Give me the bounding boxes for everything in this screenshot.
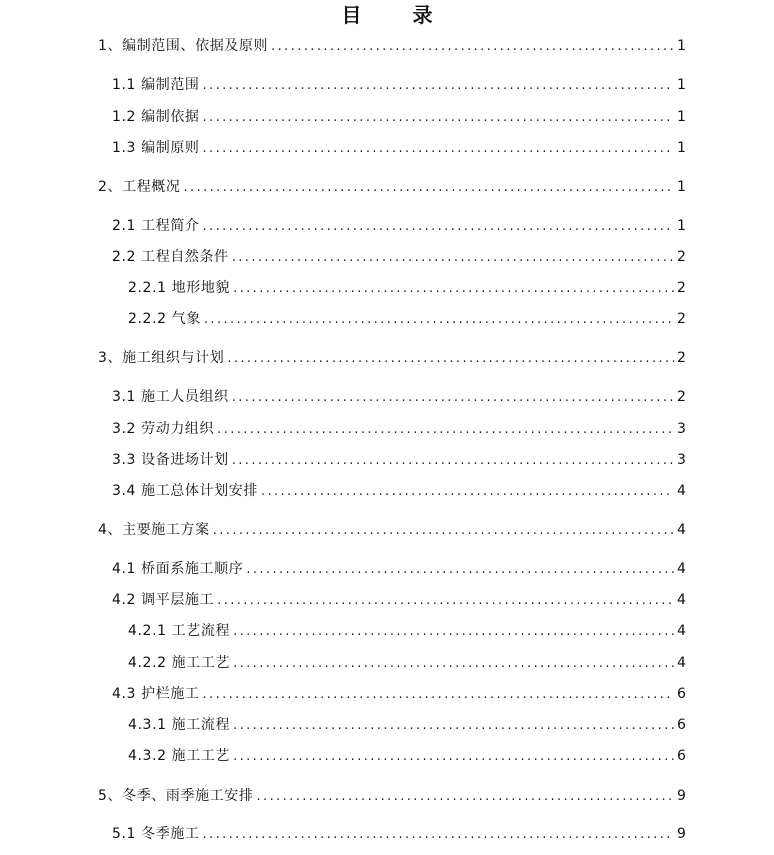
- dot-leader: [203, 218, 674, 236]
- toc-entry-label: 1、编制范围、依据及原则: [98, 38, 269, 54]
- toc-entry-page-number: 2: [677, 249, 686, 265]
- toc-entry-label: 4.3.2 施工工艺: [128, 748, 231, 764]
- dot-leader: [203, 826, 674, 844]
- toc-entry-label: 5.1 冬季施工: [112, 826, 200, 842]
- toc-entry[interactable]: [112, 559, 685, 579]
- toc-entry-page-number: 3: [677, 421, 686, 437]
- toc-entry-page-number: 2: [677, 350, 686, 366]
- toc-entry[interactable]: [112, 138, 685, 158]
- dot-leader: [261, 483, 674, 501]
- toc-entry[interactable]: [112, 590, 685, 610]
- dot-leader: [213, 522, 674, 540]
- dot-leader: [232, 452, 674, 470]
- toc-entry-page-number: 4: [677, 592, 686, 608]
- dot-leader: [203, 77, 674, 95]
- toc-entry[interactable]: [112, 107, 685, 127]
- toc-entry[interactable]: [128, 715, 685, 735]
- toc-entry-label: 3.2 劳动力组织: [112, 421, 215, 437]
- toc-entry[interactable]: [98, 177, 685, 197]
- toc-entry-label: 4.3.1 施工流程: [128, 717, 231, 733]
- dot-leader: [217, 421, 674, 439]
- toc-title: 目 录: [341, 3, 455, 27]
- toc-entry[interactable]: [112, 481, 685, 501]
- dot-leader: [232, 249, 674, 267]
- toc-entry-page-number: 6: [677, 686, 686, 702]
- toc-entry[interactable]: [128, 746, 685, 766]
- toc-entry-label: 4.3 护栏施工: [112, 686, 200, 702]
- toc-entry-page-number: 1: [677, 179, 686, 195]
- toc-entry-label: 2、工程概况: [98, 179, 181, 195]
- toc-entry[interactable]: [112, 419, 685, 439]
- toc-entry-page-number: 4: [677, 522, 686, 538]
- toc-entry[interactable]: [112, 684, 685, 704]
- toc-entry-label: 3.4 施工总体计划安排: [112, 483, 258, 499]
- dot-leader: [233, 623, 674, 641]
- dot-leader: [233, 280, 674, 298]
- dot-leader: [271, 38, 674, 56]
- toc-entry-label: 1.3 编制原则: [112, 140, 200, 156]
- toc-entry-page-number: 1: [677, 218, 686, 234]
- toc-entry-page-number: 6: [677, 748, 686, 764]
- toc-entry-label: 3、施工组织与计划: [98, 350, 225, 366]
- toc-entry[interactable]: [112, 216, 685, 236]
- dot-leader: [227, 350, 674, 368]
- dot-leader: [257, 788, 674, 806]
- toc-entry-label: 4.2.2 施工工艺: [128, 655, 231, 671]
- toc-entry[interactable]: [112, 247, 685, 267]
- dot-leader: [217, 592, 674, 610]
- toc-entry-label: 2.2.2 气象: [128, 311, 201, 327]
- toc-entry-page-number: 1: [677, 140, 686, 156]
- dot-leader: [204, 311, 674, 329]
- toc-entry-page-number: 9: [677, 788, 686, 804]
- toc-entry-label: 2.2 工程自然条件: [112, 249, 229, 265]
- toc-entry-label: 4.1 桥面系施工顺序: [112, 561, 244, 577]
- toc-entry-page-number: 1: [677, 38, 686, 54]
- toc-entry-page-number: 4: [677, 561, 686, 577]
- dot-leader: [233, 717, 674, 735]
- toc-entry-label: 2.1 工程简介: [112, 218, 200, 234]
- dot-leader: [203, 140, 674, 158]
- toc-entry-page-number: 1: [677, 77, 686, 93]
- toc-entry-label: 1.1 编制范围: [112, 77, 200, 93]
- toc-entry-label: 2.2.1 地形地貌: [128, 280, 231, 296]
- toc-entry-label: 4、主要施工方案: [98, 522, 210, 538]
- toc-entry[interactable]: [128, 309, 685, 329]
- toc-entry[interactable]: [98, 520, 685, 540]
- toc-entry-page-number: 4: [677, 655, 686, 671]
- toc-entry[interactable]: [128, 621, 685, 641]
- toc-entry-label: 5、冬季、雨季施工安排: [98, 788, 254, 804]
- toc-entry[interactable]: [112, 387, 685, 407]
- toc-entry-page-number: 2: [677, 280, 686, 296]
- dot-leader: [233, 748, 674, 766]
- toc-entry-label: 3.3 设备进场计划: [112, 452, 229, 468]
- toc-entry-page-number: 3: [677, 452, 686, 468]
- toc-entry-page-number: 9: [677, 826, 686, 842]
- toc-entry-label: 4.2.1 工艺流程: [128, 623, 231, 639]
- toc-entry[interactable]: [128, 278, 685, 298]
- toc-entry-label: 3.1 施工人员组织: [112, 389, 229, 405]
- dot-leader: [232, 389, 674, 407]
- dot-leader: [184, 179, 674, 197]
- toc-entry-page-number: 4: [677, 623, 686, 639]
- toc-entry[interactable]: [98, 786, 685, 806]
- toc-entry[interactable]: [98, 36, 685, 56]
- toc-entry-page-number: 6: [677, 717, 686, 733]
- toc-entry-label: 1.2 编制依据: [112, 109, 200, 125]
- dot-leader: [233, 655, 674, 673]
- toc-entry-page-number: 2: [677, 389, 686, 405]
- toc-entry-page-number: 2: [677, 311, 686, 327]
- toc-entry[interactable]: [112, 75, 685, 95]
- toc-entry[interactable]: [98, 348, 685, 368]
- toc-entry[interactable]: [128, 653, 685, 673]
- dot-leader: [246, 561, 674, 579]
- dot-leader: [203, 686, 674, 704]
- toc-entry[interactable]: [112, 450, 685, 470]
- toc-entry-label: 4.2 调平层施工: [112, 592, 215, 608]
- dot-leader: [203, 109, 674, 127]
- toc-entry[interactable]: [112, 824, 685, 844]
- toc-entry-page-number: 4: [677, 483, 686, 499]
- toc-entry-page-number: 1: [677, 109, 686, 125]
